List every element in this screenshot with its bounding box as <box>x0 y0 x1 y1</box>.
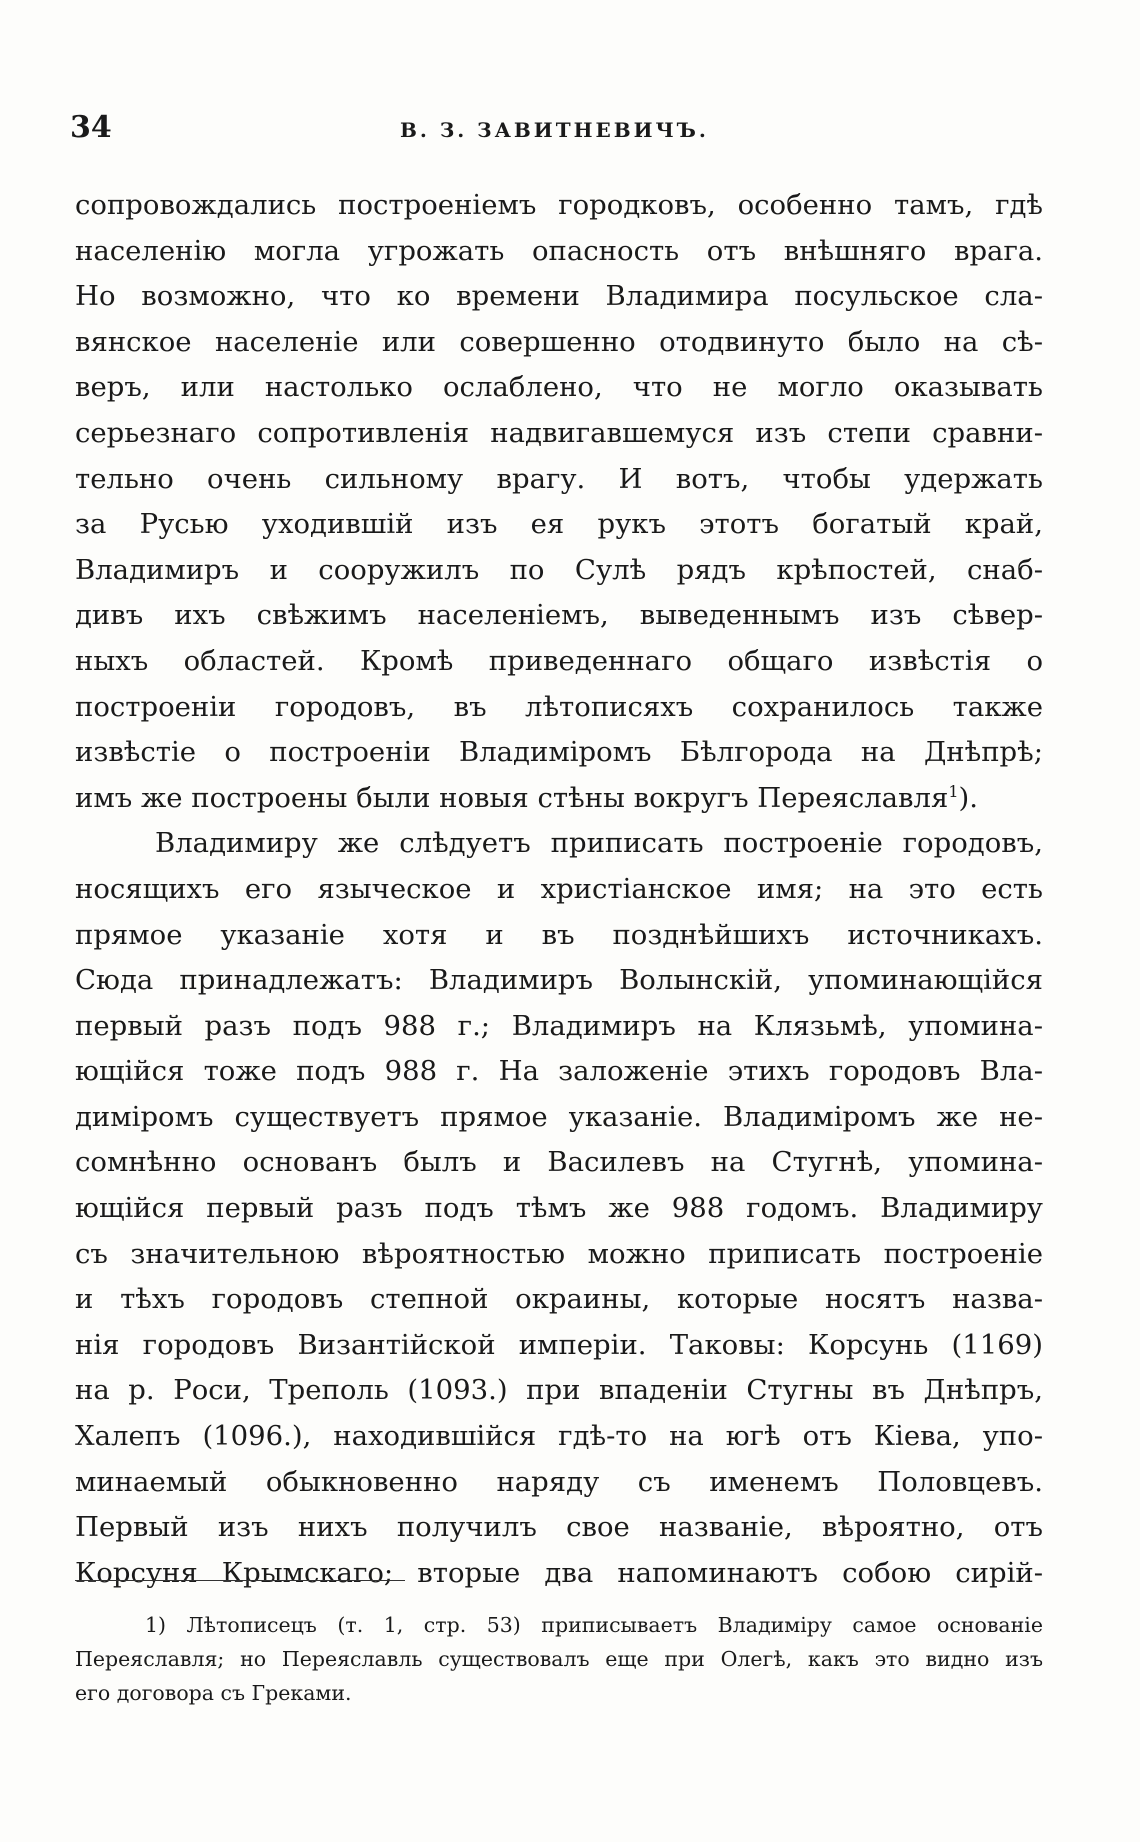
text-line: первый разъ подъ 988 г.; Владимиръ на Клязьмѣ, упомина- <box>75 1009 1043 1042</box>
text-line: Владимиръ и сооружилъ по Сулѣ рядъ крѣпостей, снаб- <box>75 553 1043 586</box>
text-line: ющійся тоже подъ 988 г. На заложеніе этихъ городовъ Вла- <box>75 1055 1043 1088</box>
text-line: тельно очень сильному врагу. И вотъ, чтобы удержать <box>75 462 1043 495</box>
text-line: веръ, или настолько ослаблено, что не могло оказывать <box>75 371 1043 404</box>
text-line: носящихъ его языческое и христіанское имя; на это есть <box>75 872 1043 905</box>
text-line: населенію могла угрожать опасность отъ внѣшняго врага. <box>75 234 1043 267</box>
footnote-divider <box>75 1580 405 1581</box>
footnote-block <box>75 1608 1043 1710</box>
text-line: сомнѣнно основанъ былъ и Василевъ на Стугнѣ, упомина- <box>75 1146 1043 1179</box>
footnote-reference[interactable]: 1 <box>948 781 959 801</box>
text-line: дивъ ихъ свѣжимъ населеніемъ, выведеннымъ изъ сѣвер- <box>75 599 1043 632</box>
page-header <box>70 110 1070 150</box>
footnote-line: его договора съ Греками. <box>75 1681 352 1705</box>
text-line: построеніи городовъ, въ лѣтописяхъ сохранилось также <box>75 690 1043 723</box>
text-line: сопровождались построеніемъ городковъ, особенно тамъ, гдѣ <box>75 189 1043 221</box>
text-line: и тѣхъ городовъ степной окраины, которые носятъ назва- <box>75 1283 1043 1316</box>
text-line: Первый изъ нихъ получилъ свое названіе, вѣроятно, отъ <box>75 1511 1043 1544</box>
text-line-tail: ). <box>958 781 979 814</box>
text-line: минаемый обыкновенно наряду съ именемъ Половцевъ. <box>75 1465 1043 1498</box>
text-line: Корсуня Крымскаго; вторые два напоминаютъ собою сирій- <box>75 1556 1043 1589</box>
footnote-line: Переяславля; но Переяславль существовалъ еще при Олегѣ, какъ это видно изъ <box>75 1647 1043 1671</box>
text-line: имъ же построены были новыя стѣны вокругъ Переяславля <box>75 781 949 814</box>
text-line-with-footnote <box>75 776 1043 822</box>
text-line: нія городовъ Византійской имперіи. Таковы: Корсунь (1169) <box>75 1328 1043 1361</box>
paragraph-start: Владимиру же слѣдуетъ приписать построеніе городовъ, <box>155 827 1043 860</box>
text-line: диміромъ существуетъ прямое указаніе. Владиміромъ же не- <box>75 1100 1043 1133</box>
text-line: съ значительною вѣроятностью можно приписать построеніе <box>75 1237 1043 1270</box>
text-line: на р. Роси, Трeполь (1093.) при впаденіи Стугны въ Днѣпръ, <box>75 1374 1043 1407</box>
text-line: ныхъ областей. Кромѣ приведеннаго общаго извѣстія о <box>75 644 1043 677</box>
text-line: вянское населеніе или совершенно отодвинуто было на сѣ- <box>75 325 1043 358</box>
text-line: ющійся первый разъ подъ тѣмъ же 988 годомъ. Владимиру <box>75 1192 1043 1225</box>
text-line: прямое указаніе хотя и въ позднѣйшихъ источникахъ. <box>75 918 1043 951</box>
text-line: Сюда принадлежатъ: Владимиръ Волынскій, упоминающійся <box>75 964 1043 997</box>
text-line: извѣстіе о построеніи Владиміромъ Бѣлгорода на Днѣпрѣ; <box>75 736 1043 769</box>
running-head: В. З. ЗАВИТНЕВИЧЪ. <box>400 118 709 142</box>
text-line: Но возможно, что ко времени Владимира посульское сла- <box>75 280 1043 313</box>
page-number: 34 <box>70 110 112 145</box>
text-line: Халепъ (1096.), находившійся гдѣ-то на югѣ отъ Кіева, упо- <box>75 1420 1043 1453</box>
footnote-line: 1) Лѣтописецъ (т. 1, стр. 53) приписываетъ Владиміру самое основаніе <box>145 1613 1043 1637</box>
text-line: серьезнаго сопротивленія надвигавшемуся изъ степи сравни- <box>75 416 1043 449</box>
text-line: за Русью уходившій изъ ея рукъ этотъ богатый край, <box>75 508 1043 541</box>
main-text <box>75 183 1043 1596</box>
